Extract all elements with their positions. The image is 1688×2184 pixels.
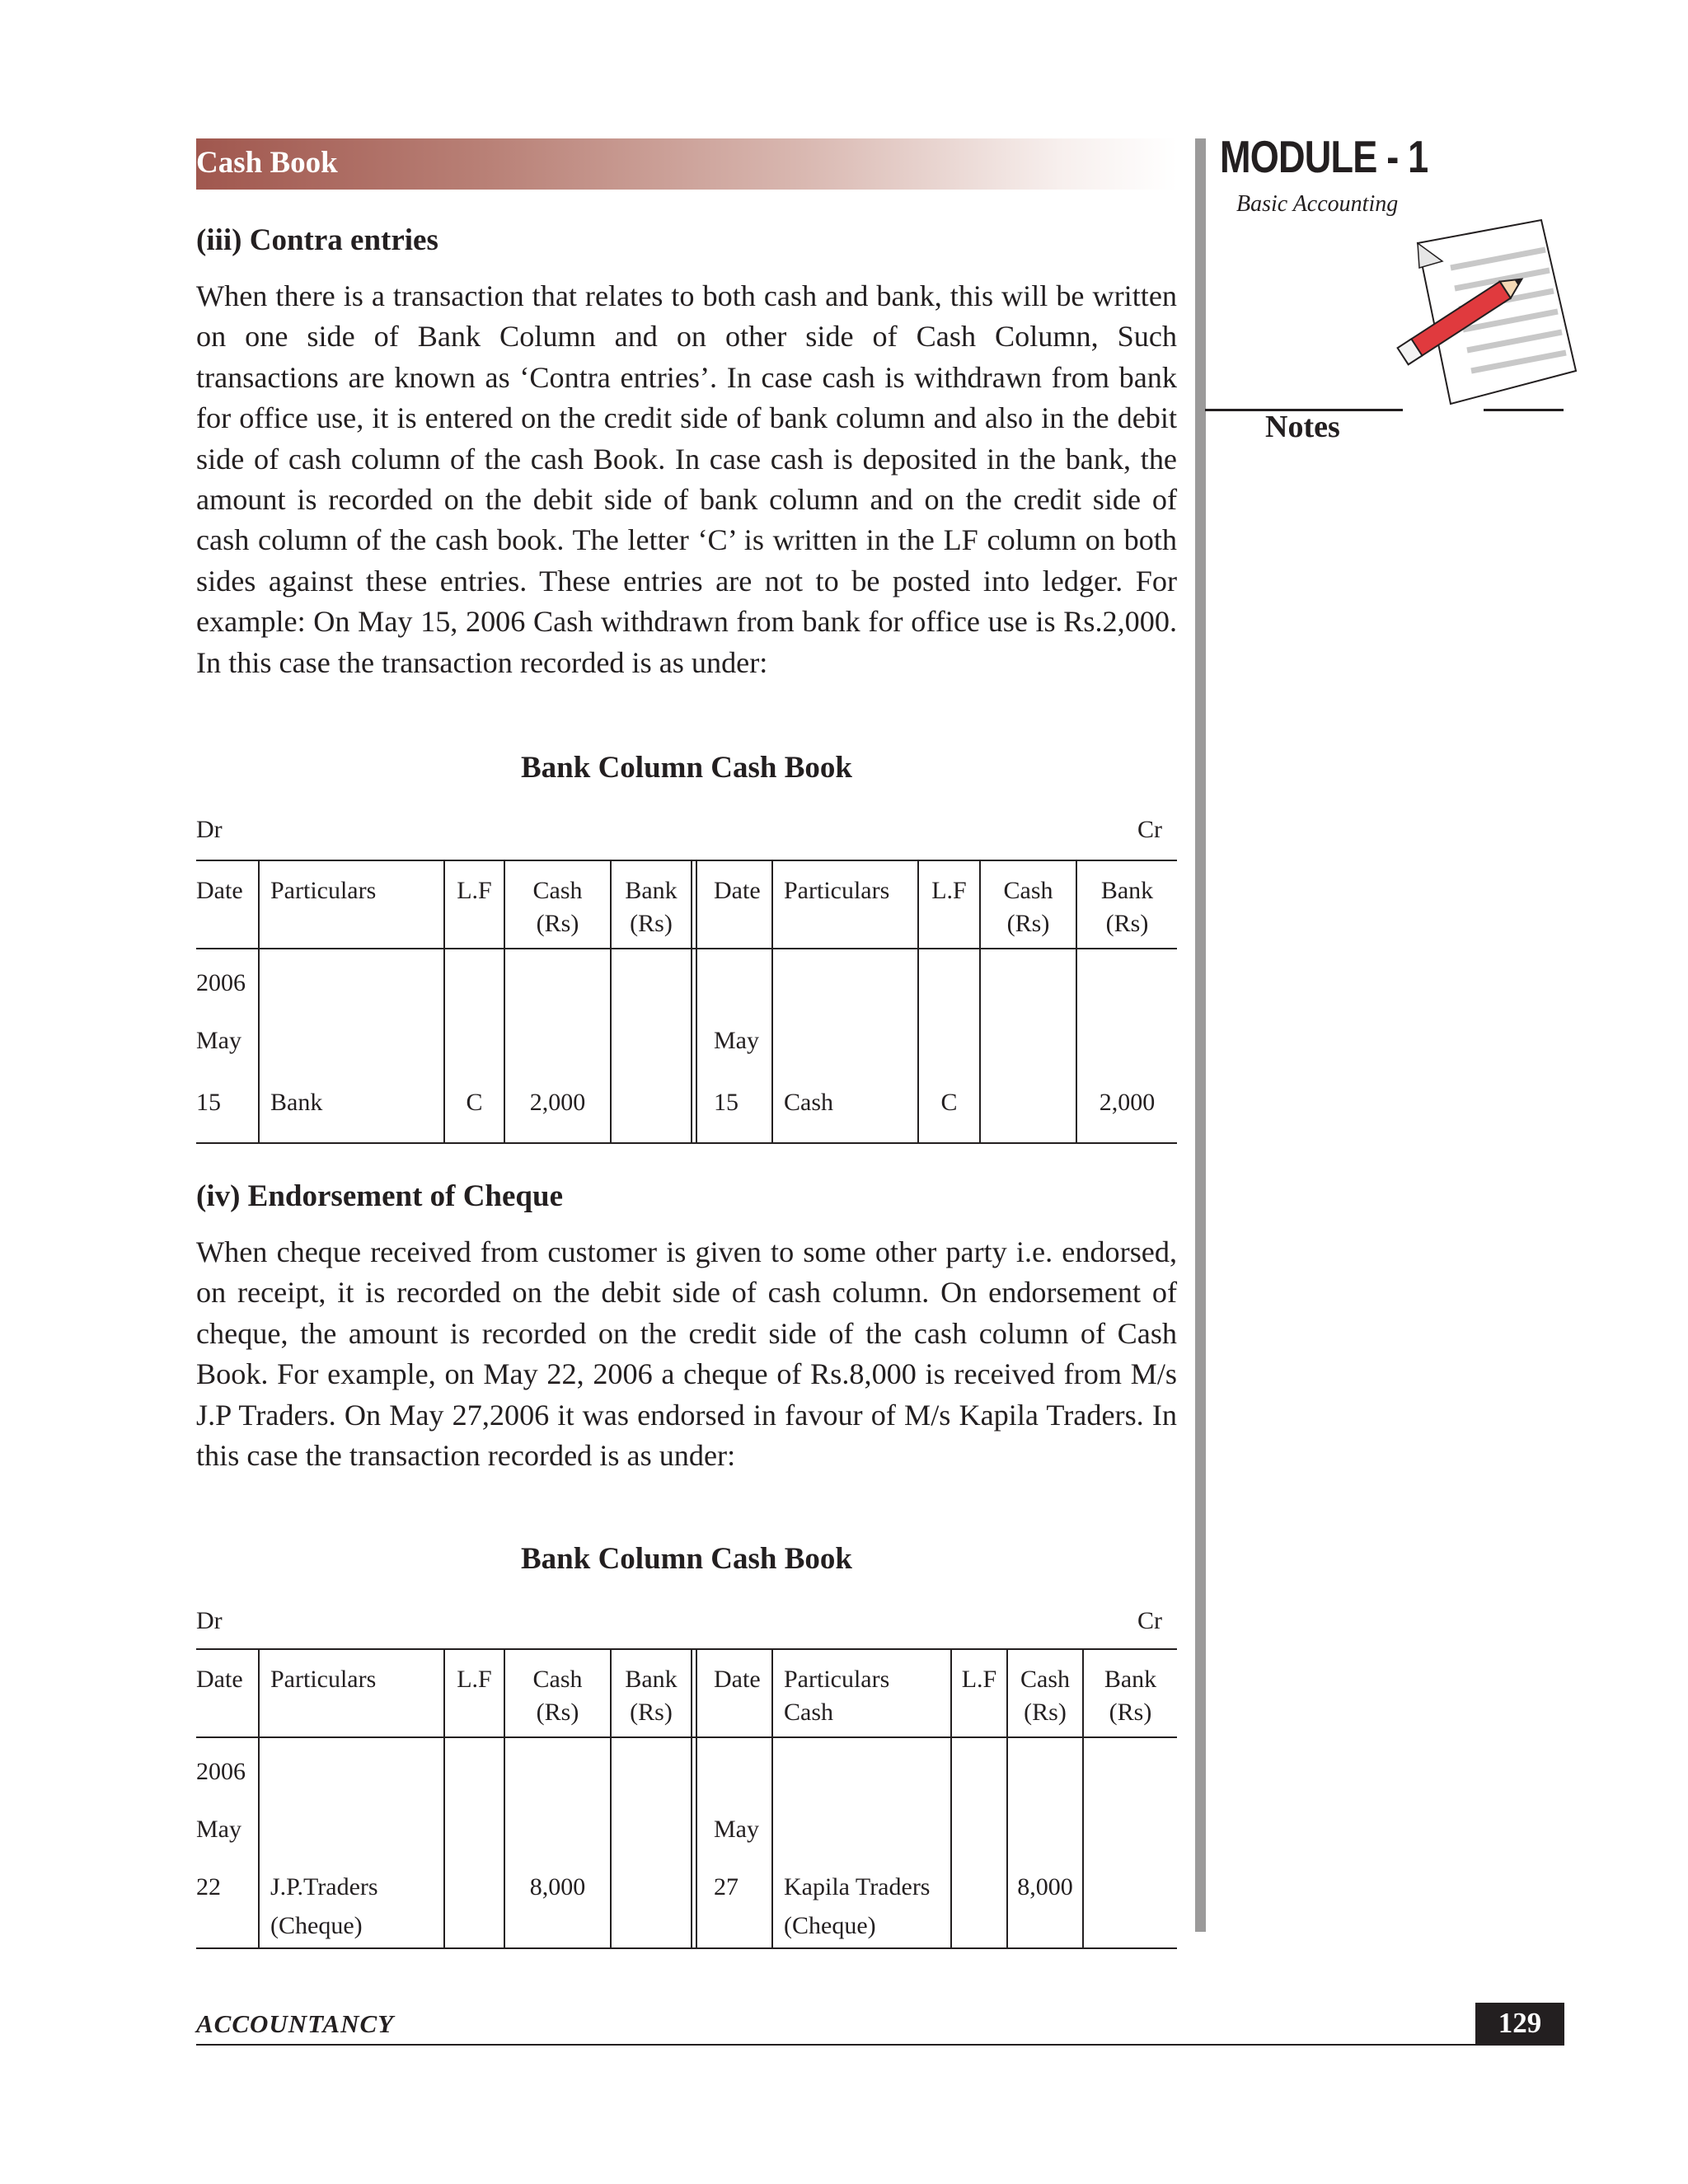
row-particulars-left-sub: (Cheque) xyxy=(270,1912,363,1939)
row-cash-right: 8,000 xyxy=(1017,1873,1073,1900)
column-divider xyxy=(258,1648,260,1949)
header-particulars-right-sub: Cash xyxy=(784,1699,833,1726)
row-year: 2006 xyxy=(196,1758,246,1785)
header-bank-unit: (Rs) xyxy=(630,1699,673,1726)
header-date: Date xyxy=(196,877,243,904)
table-rule xyxy=(196,1736,1177,1738)
footer-rule xyxy=(196,2044,1564,2046)
table-rule xyxy=(196,1648,1177,1650)
footer-subject: ACCOUNTANCY xyxy=(196,2009,395,2038)
header-cash: Cash xyxy=(532,1666,583,1693)
header-lf-right: L.F xyxy=(961,1666,997,1693)
row-particulars-left: Bank xyxy=(270,1089,323,1116)
row-cash-left: 8,000 xyxy=(529,1873,586,1900)
header-cash-unit: (Rs) xyxy=(536,910,579,937)
column-divider xyxy=(691,860,692,1144)
header-cash-right: Cash xyxy=(1003,877,1053,904)
section-heading-contra: (iii) Contra entries xyxy=(196,223,438,257)
row-month-left: May xyxy=(196,1816,241,1843)
table-rule xyxy=(196,1947,1177,1949)
column-divider xyxy=(696,1648,697,1949)
table-title: Bank Column Cash Book xyxy=(520,1542,852,1576)
row-day-right: 15 xyxy=(714,1089,738,1116)
header-bank-right: Bank xyxy=(1100,877,1154,904)
header-date: Date xyxy=(196,1666,243,1693)
row-cash-left: 2,000 xyxy=(529,1089,586,1116)
table-rule xyxy=(196,1142,1177,1144)
dr-cr-labels xyxy=(196,1607,1162,1635)
dr-cr-labels xyxy=(196,816,1162,844)
header-particulars: Particulars xyxy=(270,877,377,904)
table-rule xyxy=(196,860,1177,861)
cash-book-table-endorsement xyxy=(196,1648,1177,1949)
row-particulars-right: Kapila Traders xyxy=(784,1873,931,1900)
row-particulars-right: Cash xyxy=(784,1089,833,1116)
table-rule xyxy=(196,948,1177,949)
row-particulars-right-sub: (Cheque) xyxy=(784,1912,876,1939)
module-title: MODULE - 1 xyxy=(1220,131,1428,182)
margin-divider xyxy=(1195,138,1206,1932)
section-title: Cash Book xyxy=(196,146,338,180)
header-cash-unit-right: (Rs) xyxy=(1024,1699,1067,1726)
header-cash-unit: (Rs) xyxy=(536,1699,579,1726)
header-date-right: Date xyxy=(714,877,761,904)
row-lf-left: C xyxy=(466,1089,483,1116)
row-day-left: 15 xyxy=(196,1089,221,1116)
dr-label: Dr xyxy=(196,1607,223,1634)
row-day-left: 22 xyxy=(196,1873,221,1900)
header-bank: Bank xyxy=(625,1666,678,1693)
header-bank-unit: (Rs) xyxy=(630,910,673,937)
column-divider xyxy=(771,1648,773,1949)
dr-label: Dr xyxy=(196,816,223,843)
header-bank-right: Bank xyxy=(1104,1666,1157,1693)
header-particulars-right: Particulars xyxy=(784,877,890,904)
table-title: Bank Column Cash Book xyxy=(520,751,852,785)
column-divider xyxy=(696,860,697,1144)
paragraph-contra: When there is a transaction that relates to both cash and bank, this will be written on one side of Bank Column and on other side of Cash Column, Such transactions are known as ‘Contra entries’. In case cash is withdrawn from bank for office use, it is entered on the credit side of bank column and also in the debit side of cash column of the cash Book. In case cash is deposited in the bank, the amount is recorded on the debit side of bank column and on the credit side of cash column of the cash book. The letter ‘C’ is written in the LF column on both sides against these entries. These entries are not to be posted into ledger. For example: On May 15, 2006 Cash withdrawn from bank for office use is Rs.2,000. In this case the transaction recorded is as under: xyxy=(196,279,1177,679)
module-subtitle: Basic Accounting xyxy=(1236,191,1399,217)
header-lf: L.F xyxy=(457,1666,492,1693)
section-header-bar xyxy=(196,138,1177,190)
page-number: 129 xyxy=(1475,2003,1564,2044)
header-lf: L.F xyxy=(457,877,492,904)
row-month-right: May xyxy=(714,1816,759,1843)
header-bank: Bank xyxy=(625,877,678,904)
row-day-right: 27 xyxy=(714,1873,738,1900)
paragraph-endorsement: When cheque received from customer is given to some other party i.e. endorsed, on receipt, it is recorded on the debit side of cash column. On endorsement of cheque, the amount is recorded on the credit side of the cash column of Cash Book. For example, on May 22, 2006 a cheque of Rs.8,000 is received from M/s J.P Traders. On May 27,2006 it was endorsed in favour of M/s Kapila Traders. In this case the transaction recorded is as under: xyxy=(196,1235,1177,1473)
notes-label: Notes xyxy=(1265,410,1340,444)
header-cash-right: Cash xyxy=(1020,1666,1070,1693)
notepad-pencil-icon xyxy=(1360,210,1582,449)
header-bank-unit-right: (Rs) xyxy=(1105,910,1149,937)
section-heading-endorsement: (iv) Endorsement of Cheque xyxy=(196,1179,564,1213)
header-bank-unit-right: (Rs) xyxy=(1109,1699,1152,1726)
cr-label: Cr xyxy=(1137,816,1162,843)
cr-label: Cr xyxy=(1137,1607,1162,1634)
header-particulars: Particulars xyxy=(270,1666,377,1693)
row-particulars-left: J.P.Traders xyxy=(270,1873,378,1900)
row-month-right: May xyxy=(714,1027,759,1054)
header-cash: Cash xyxy=(532,877,583,904)
row-year: 2006 xyxy=(196,969,246,996)
header-date-right: Date xyxy=(714,1666,761,1693)
cash-book-table-contra xyxy=(196,860,1177,1144)
row-bank-right: 2,000 xyxy=(1099,1089,1156,1116)
notes-rule-right xyxy=(1484,409,1564,411)
header-cash-unit-right: (Rs) xyxy=(1006,910,1050,937)
header-particulars-right: Particulars xyxy=(784,1666,890,1693)
column-divider xyxy=(771,860,773,1144)
column-divider xyxy=(691,1648,692,1949)
row-lf-right: C xyxy=(940,1089,958,1116)
header-lf-right: L.F xyxy=(931,877,967,904)
row-month-left: May xyxy=(196,1027,241,1054)
column-divider xyxy=(258,860,260,1144)
